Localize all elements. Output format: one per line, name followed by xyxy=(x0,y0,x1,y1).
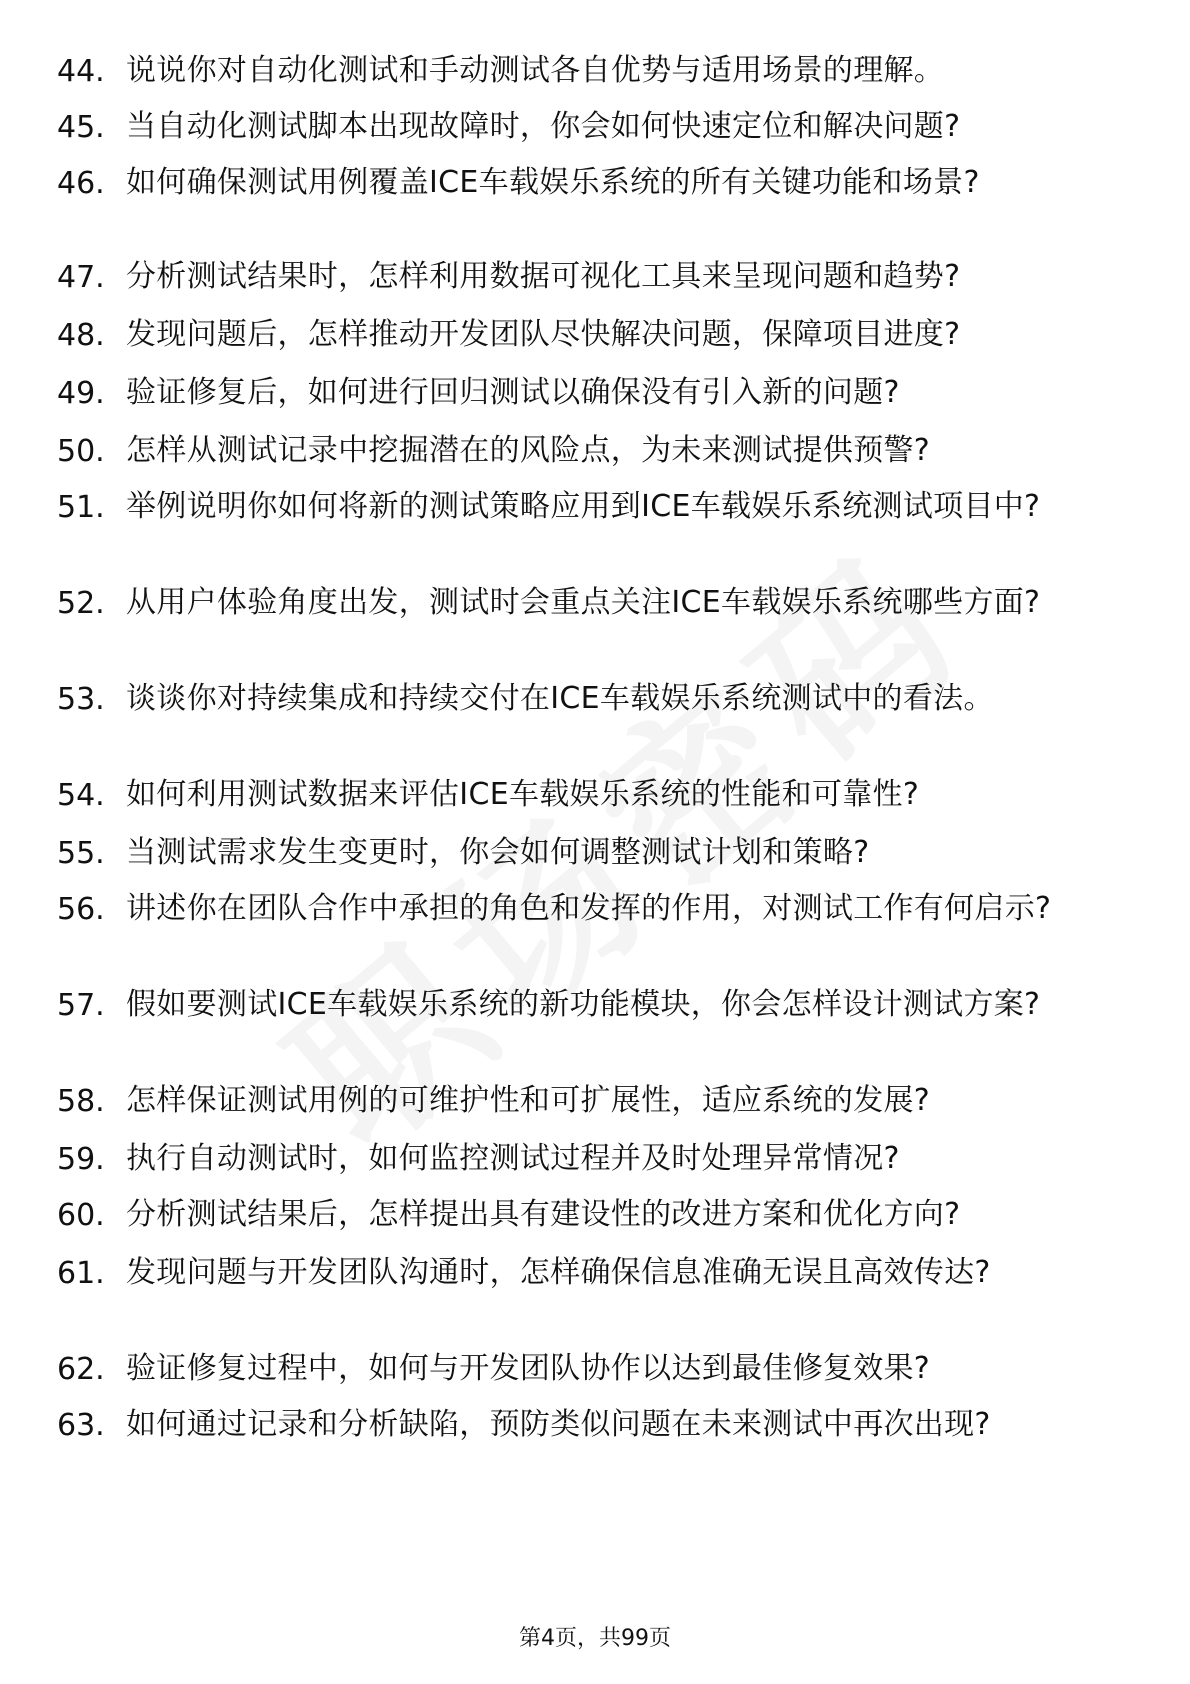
question-number: 59. xyxy=(57,1142,105,1177)
question-text: 分析测试结果后，怎样提出具有建设性的改进方案和优化方向? xyxy=(126,1197,961,1232)
question-number: 61. xyxy=(57,1256,105,1291)
question-number: 60. xyxy=(57,1198,105,1233)
question-number: 48. xyxy=(57,318,105,353)
question-number: 55. xyxy=(57,836,105,871)
question-text: 执行自动测试时，如何监控测试过程并及时处理异常情况? xyxy=(126,1141,900,1176)
question-number: 57. xyxy=(57,988,105,1023)
question-number: 50. xyxy=(57,434,105,469)
question-text: 验证修复后，如何进行回归测试以确保没有引入新的问题? xyxy=(126,375,900,410)
question-number: 63. xyxy=(57,1408,105,1443)
question-text: 分析测试结果时，怎样利用数据可视化工具来呈现问题和趋势? xyxy=(126,259,961,294)
question-number: 52. xyxy=(57,586,105,621)
question-text: 发现问题与开发团队沟通时，怎样确保信息准确无误且高效传达? xyxy=(126,1255,991,1290)
question-number: 46. xyxy=(57,166,105,201)
question-number: 54. xyxy=(57,778,105,813)
question-text: 验证修复过程中，如何与开发团队协作以达到最佳修复效果? xyxy=(126,1351,931,1386)
question-text: 怎样保证测试用例的可维护性和可扩展性，适应系统的发展? xyxy=(126,1083,931,1118)
question-number: 56. xyxy=(57,892,105,927)
question-number: 62. xyxy=(57,1352,105,1387)
question-text: 怎样从测试记录中挖掘潜在的风险点，为未来测试提供预警? xyxy=(126,433,931,468)
question-number: 45. xyxy=(57,110,105,145)
question-text: 当测试需求发生变更时，你会如何调整测试计划和策略? xyxy=(126,835,870,870)
question-number: 58. xyxy=(57,1084,105,1119)
question-text: 发现问题后，怎样推动开发团队尽快解决问题，保障项目进度? xyxy=(126,317,961,352)
question-text: 说说你对自动化测试和手动测试各自优势与适用场景的理解。 xyxy=(126,53,945,88)
question-text: 举例说明你如何将新的测试策略应用到ICE车载娱乐系统测试项目中? xyxy=(126,489,1041,524)
page-footer xyxy=(0,1624,1190,1654)
question-number: 53. xyxy=(57,682,105,717)
question-number: 51. xyxy=(57,490,105,525)
question-number: 47. xyxy=(57,260,105,295)
question-text: 谈谈你对持续集成和持续交付在ICE车载娱乐系统测试中的看法。 xyxy=(126,681,994,716)
question-text: 当自动化测试脚本出现故障时，你会如何快速定位和解决问题? xyxy=(126,109,961,144)
question-number: 49. xyxy=(57,376,105,411)
question-number: 44. xyxy=(57,54,105,89)
question-text: 如何确保测试用例覆盖ICE车载娱乐系统的所有关键功能和场景? xyxy=(126,165,980,200)
question-text: 如何通过记录和分析缺陷，预防类似问题在未来测试中再次出现? xyxy=(126,1407,991,1442)
question-text: 从用户体验角度出发，测试时会重点关注ICE车载娱乐系统哪些方面? xyxy=(126,585,1041,620)
question-text: 假如要测试ICE车载娱乐系统的新功能模块，你会怎样设计测试方案? xyxy=(126,987,1041,1022)
page-number-label: 第4页，共99页 xyxy=(519,1626,671,1651)
question-text: 如何利用测试数据来评估ICE车载娱乐系统的性能和可靠性? xyxy=(126,777,920,812)
question-text: 讲述你在团队合作中承担的角色和发挥的作用，对测试工作有何启示? xyxy=(126,891,1052,926)
